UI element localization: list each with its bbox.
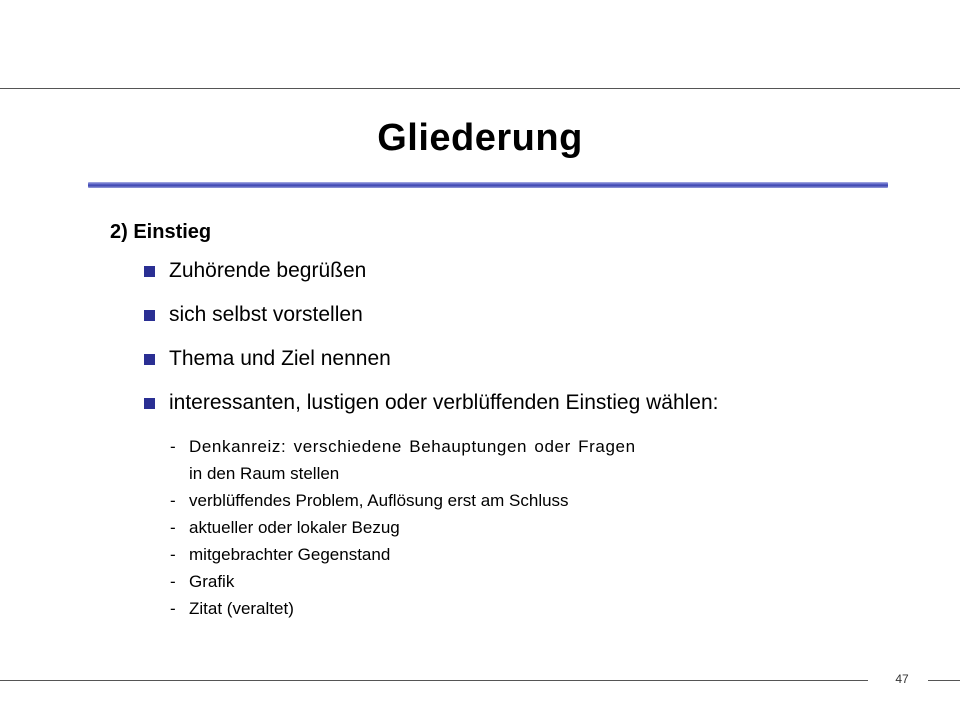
title-underline (88, 182, 888, 188)
sub-item (170, 541, 636, 568)
bullet-item (144, 389, 718, 417)
bullet-item (144, 301, 718, 329)
bullet-list (144, 257, 718, 433)
page-number: 47 (895, 672, 909, 686)
square-bullet-icon (144, 354, 155, 365)
sub-item (170, 595, 636, 622)
dash-marker: - (170, 491, 176, 510)
slide-title: Gliederung (377, 117, 583, 159)
bullet-text: interessanten, lustigen oder verblüffenden Einstieg wählen: (169, 391, 719, 414)
dash-marker: - (170, 437, 176, 456)
dash-marker: - (170, 518, 176, 537)
dash-marker: - (170, 599, 176, 618)
bullet-item (144, 345, 718, 373)
sub-item-list (170, 433, 636, 622)
top-divider (0, 88, 960, 89)
bullet-text: sich selbst vorstellen (169, 303, 363, 326)
square-bullet-icon (144, 310, 155, 321)
sub-item-text: aktueller oder lokaler Bezug (189, 518, 400, 537)
bottom-divider-left (0, 680, 868, 681)
sub-item-text: verblüffendes Problem, Auflösung erst am Schluss (189, 491, 569, 510)
square-bullet-icon (144, 398, 155, 409)
sub-item (170, 487, 636, 514)
sub-item-text-continued: in den Raum stellen (189, 464, 340, 483)
bullet-text: Zuhörende begrüßen (169, 259, 367, 282)
sub-item (170, 514, 636, 541)
sub-item (170, 433, 636, 487)
sub-item-text: mitgebrachter Gegenstand (189, 545, 391, 564)
dash-marker: - (170, 545, 176, 564)
sub-item-text: Denkanreiz: verschiedene Behauptungen oder Fragen (189, 437, 636, 456)
section-heading: 2) Einstieg (110, 221, 212, 243)
bottom-divider-right (928, 680, 960, 681)
square-bullet-icon (144, 266, 155, 277)
sub-item-text: Zitat (veraltet) (189, 599, 294, 618)
sub-item-text: Grafik (189, 572, 235, 591)
bullet-item (144, 257, 718, 285)
bullet-text: Thema und Ziel nennen (169, 347, 391, 370)
dash-marker: - (170, 572, 176, 591)
sub-item (170, 568, 636, 595)
